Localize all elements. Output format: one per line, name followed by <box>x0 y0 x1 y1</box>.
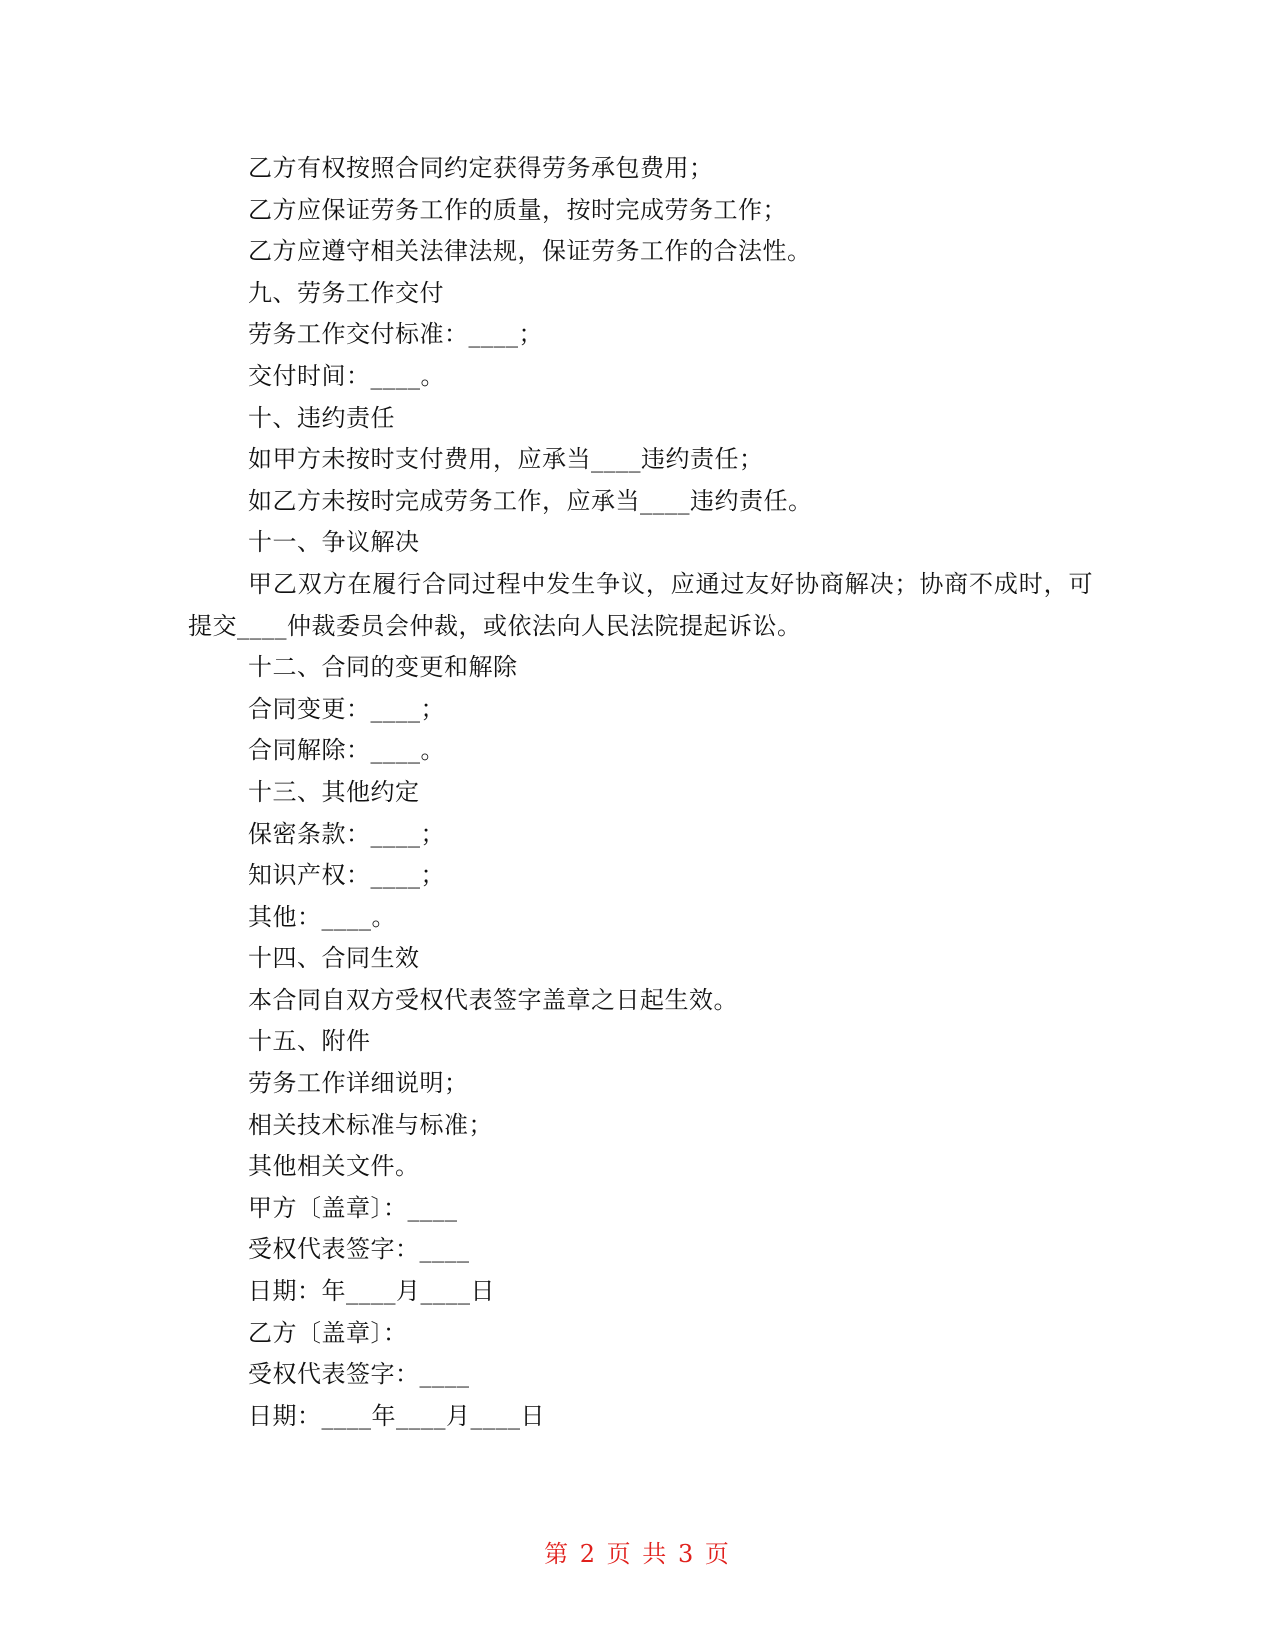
section-heading: 九、劳务工作交付 <box>248 278 444 307</box>
section-heading: 十一、争议解决 <box>248 528 420 557</box>
dispute-paragraph: 甲乙双方在履行合同过程中发生争议，应通过友好协商解决；协商不成时，可提交____仲裁委员会仲裁，或依法向人民法院提起诉讼。 <box>188 569 1093 640</box>
text-line: 本合同自双方受权代表签字盖章之日起生效。 <box>248 985 738 1014</box>
signature-line: 受权代表签字：____ <box>248 1235 470 1264</box>
signature-line: 乙方〔盖章〕： <box>248 1318 408 1347</box>
signature-line: 甲方〔盖章〕：____ <box>248 1193 458 1222</box>
date-line: 日期：____年____月____日 <box>248 1401 545 1430</box>
text-line: 知识产权：____； <box>248 861 445 890</box>
text-line: 乙方应遵守相关法律法规，保证劳务工作的合法性。 <box>248 237 812 266</box>
section-heading: 十、违约责任 <box>248 403 395 432</box>
text-line: 其他相关文件。 <box>248 1152 420 1181</box>
section-heading: 十二、合同的变更和解除 <box>248 653 518 682</box>
date-line: 日期：年____月____日 <box>248 1277 495 1306</box>
text-line: 合同变更：____； <box>248 694 445 723</box>
text-line: 乙方应保证劳务工作的质量，按时完成劳务工作； <box>248 195 787 224</box>
text-line: 乙方有权按照合同约定获得劳务承包费用； <box>248 154 714 182</box>
signature-line: 受权代表签字：____ <box>248 1360 470 1389</box>
section-heading: 十三、其他约定 <box>248 777 420 806</box>
section-heading: 十五、附件 <box>248 1027 371 1056</box>
page-number-footer: 第 2 页 共 3 页 <box>544 1540 731 1568</box>
text-line: 如乙方未按时完成劳务工作，应承当____违约责任。 <box>248 486 813 515</box>
text-line: 劳务工作交付标准：____； <box>248 320 543 349</box>
section-heading: 十四、合同生效 <box>248 944 420 973</box>
text-line: 合同解除：____。 <box>248 736 445 765</box>
text-line: 交付时间：____。 <box>248 361 445 390</box>
text-line: 如甲方未按时支付费用，应承当____违约责任； <box>248 445 764 474</box>
text-line: 相关技术标准与标准； <box>248 1110 493 1139</box>
document-body <box>188 148 1093 1437</box>
text-line: 其他：____。 <box>248 902 396 931</box>
text-line: 劳务工作详细说明； <box>248 1069 469 1098</box>
text-line: 保密条款：____； <box>248 819 445 848</box>
